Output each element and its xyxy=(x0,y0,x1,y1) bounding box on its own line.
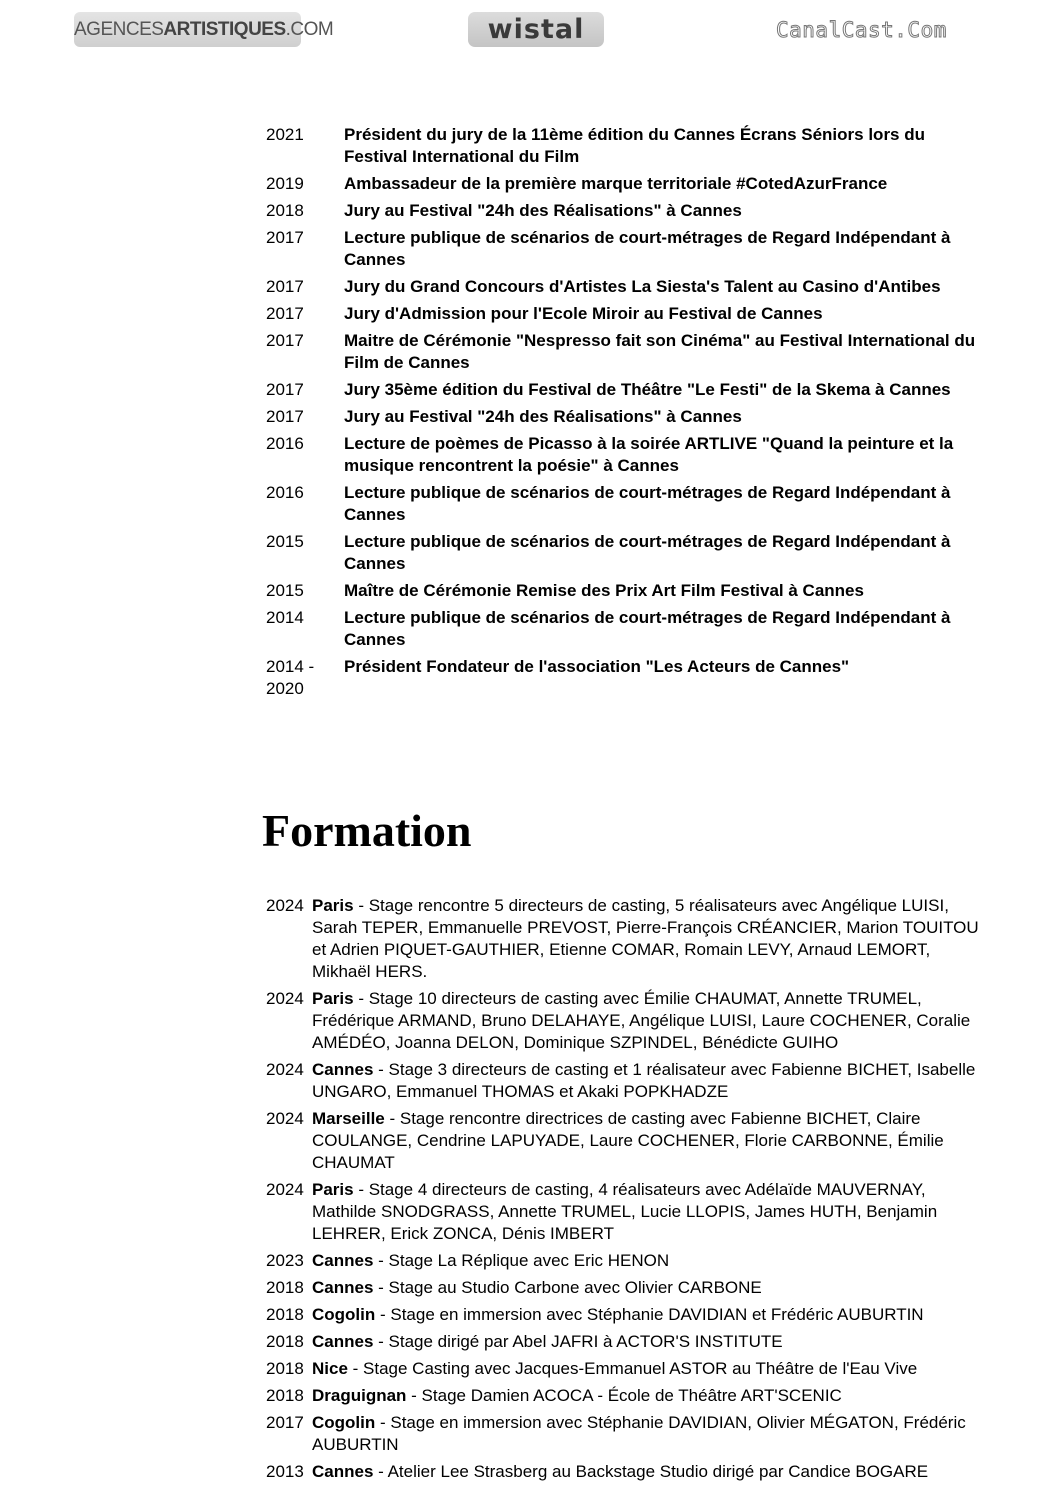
training-year: 2018 xyxy=(266,1278,304,1297)
event-row xyxy=(266,124,986,168)
training-city: Paris xyxy=(312,989,354,1008)
training-row xyxy=(266,1461,986,1483)
event-row xyxy=(266,276,986,298)
event-row xyxy=(266,580,986,602)
training-entry xyxy=(312,1277,980,1299)
event-text: Président du jury de la 11ème édition du Cannes Écrans Séniors lors du Festival International du Film xyxy=(344,125,926,166)
event-year: 2017 xyxy=(266,228,304,247)
training-year: 2017 xyxy=(266,1413,304,1432)
event-text: Jury au Festival "24h des Réalisations" à Cannes xyxy=(344,407,742,426)
event-row xyxy=(266,607,986,651)
agences-artistiques-logo[interactable] xyxy=(74,12,334,47)
training-year: 2024 xyxy=(266,1060,304,1079)
event-year: 2016 xyxy=(266,483,304,502)
training-year: 2024 xyxy=(266,1109,304,1128)
training-row xyxy=(266,1250,986,1272)
event-row xyxy=(266,330,986,374)
training-description: - Stage La Réplique avec Eric HENON xyxy=(373,1251,670,1270)
event-text: Jury 35ème édition du Festival de Théâtre "Le Festi" de la Skema à Cannes xyxy=(344,380,951,399)
training-city: Marseille xyxy=(312,1109,385,1128)
training-description: - Stage en immersion avec Stéphanie DAVIDIAN, Olivier MÉGATON, Frédéric AUBURTIN xyxy=(312,1413,966,1454)
training-row xyxy=(266,1331,986,1353)
training-entry xyxy=(312,1331,980,1353)
event-text: Lecture publique de scénarios de court-métrages de Regard Indépendant à Cannes xyxy=(344,608,951,649)
canalcast-logo[interactable]: CanalCast.Com xyxy=(776,18,947,42)
event-row xyxy=(266,227,986,271)
event-text: Président Fondateur de l'association "Les Acteurs de Cannes" xyxy=(344,657,850,676)
training-city: Paris xyxy=(312,896,354,915)
event-year: 2015 xyxy=(266,581,304,600)
event-text: Maitre de Cérémonie "Nespresso fait son Cinéma" au Festival International du Film de Cannes xyxy=(344,331,976,372)
event-text: Jury du Grand Concours d'Artistes La Siesta's Talent au Casino d'Antibes xyxy=(344,277,941,296)
training-description: - Stage dirigé par Abel JAFRI à ACTOR'S INSTITUTE xyxy=(373,1332,783,1351)
event-row xyxy=(266,173,986,195)
event-text: Jury d'Admission pour l'Ecole Miroir au Festival de Cannes xyxy=(344,304,823,323)
event-year: 2021 xyxy=(266,125,304,144)
header-logos xyxy=(0,0,1060,60)
training-row xyxy=(266,1385,986,1407)
training-description: - Stage Damien ACOCA - École de Théâtre ART'SCENIC xyxy=(406,1386,842,1405)
training-year: 2024 xyxy=(266,896,304,915)
event-text: Lecture publique de scénarios de court-métrages de Regard Indépendant à Cannes xyxy=(344,228,951,269)
training-year: 2023 xyxy=(266,1251,304,1270)
training-city: Cannes xyxy=(312,1278,374,1297)
event-year: 2014 - 2020 xyxy=(266,657,315,698)
training-row xyxy=(266,1059,986,1103)
training-row xyxy=(266,1108,986,1174)
event-year: 2016 xyxy=(266,434,304,453)
event-row xyxy=(266,482,986,526)
training-year: 2024 xyxy=(266,989,304,1008)
event-text: Ambassadeur de la première marque territoriale #CotedAzurFrance xyxy=(344,174,888,193)
event-year: 2017 xyxy=(266,304,304,323)
agences-logo-suffix: .COM xyxy=(285,19,334,40)
event-row xyxy=(266,433,986,477)
event-text: Maître de Cérémonie Remise des Prix Art Film Festival à Cannes xyxy=(344,581,864,600)
training-city: Paris xyxy=(312,1180,354,1199)
agences-logo-light: AGENCES xyxy=(74,19,164,40)
training-city: Cannes xyxy=(312,1060,374,1079)
event-row xyxy=(266,531,986,575)
training-row xyxy=(266,895,986,983)
training-entry xyxy=(312,1412,980,1456)
event-text: Lecture publique de scénarios de court-métrages de Regard Indépendant à Cannes xyxy=(344,532,951,573)
training-entry xyxy=(312,1108,980,1174)
training-description: - Stage rencontre 5 directeurs de casting, 5 réalisateurs avec Angélique LUISI, Sarah TEPER, Emmanuelle PREVOST, Pierre-François CRÉANCIER, Marion TOUITOU et Adrien PIQUET-GAUTHIER, Etienne COMAR, Romain LEVY, Arnaud LEMORT, Mikhaël HERS. xyxy=(312,896,979,981)
event-text: Jury au Festival "24h des Réalisations" à Cannes xyxy=(344,201,742,220)
training-year: 2013 xyxy=(266,1462,304,1481)
training-year: 2018 xyxy=(266,1386,304,1405)
training-city: Cannes xyxy=(312,1251,374,1270)
event-year: 2014 xyxy=(266,608,304,627)
training-year: 2024 xyxy=(266,1180,304,1199)
training-list xyxy=(266,895,986,1488)
event-row xyxy=(266,200,986,222)
training-entry xyxy=(312,1059,980,1103)
training-description: - Stage 10 directeurs de casting avec Émilie CHAUMAT, Annette TRUMEL, Frédérique ARMAND, Bruno DELAHAYE, Angélique LUISI, Laure COCHENER, Coralie AMÉDÉO, Joanna DELON, Dominique SZPINDEL, Bénédicte GUIHO xyxy=(312,989,971,1052)
training-entry xyxy=(312,1304,980,1326)
training-entry xyxy=(312,895,980,983)
training-entry xyxy=(312,1250,980,1272)
event-year: 2018 xyxy=(266,201,304,220)
training-entry xyxy=(312,1179,980,1245)
training-row xyxy=(266,988,986,1054)
event-text: Lecture de poèmes de Picasso à la soirée ARTLIVE "Quand la peinture et la musique rencontrent la poésie" à Cannes xyxy=(344,434,954,475)
training-year: 2018 xyxy=(266,1305,304,1324)
training-row xyxy=(266,1179,986,1245)
event-row xyxy=(266,656,986,700)
agences-logo-bold: ARTISTIQUES xyxy=(163,19,286,40)
training-city: Nice xyxy=(312,1359,348,1378)
training-description: - Atelier Lee Strasberg au Backstage Studio dirigé par Candice BOGARE xyxy=(373,1462,929,1481)
training-entry xyxy=(312,988,980,1054)
training-year: 2018 xyxy=(266,1359,304,1378)
training-row xyxy=(266,1277,986,1299)
training-row xyxy=(266,1304,986,1326)
training-city: Draguignan xyxy=(312,1386,407,1405)
training-entry xyxy=(312,1461,980,1483)
training-description: - Stage en immersion avec Stéphanie DAVIDIAN et Frédéric AUBURTIN xyxy=(375,1305,924,1324)
event-row xyxy=(266,303,986,325)
training-description: - Stage 3 directeurs de casting et 1 réalisateur avec Fabienne BICHET, Isabelle UNGARO, Emmanuel THOMAS et Akaki POPKHADZE xyxy=(312,1060,976,1101)
event-year: 2015 xyxy=(266,532,304,551)
training-row xyxy=(266,1412,986,1456)
training-description: - Stage au Studio Carbone avec Olivier CARBONE xyxy=(373,1278,762,1297)
training-description: - Stage Casting avec Jacques-Emmanuel ASTOR au Théâtre de l'Eau Vive xyxy=(347,1359,918,1378)
training-description: - Stage 4 directeurs de casting, 4 réalisateurs avec Adélaïde MAUVERNAY, Mathilde SNODGRASS, Annette TRUMEL, Lucie LLOPIS, James HUTH, Benjamin LEHRER, Erick ZONCA, Dénis IMBERT xyxy=(312,1180,938,1243)
event-text: Lecture publique de scénarios de court-métrages de Regard Indépendant à Cannes xyxy=(344,483,951,524)
event-row xyxy=(266,406,986,428)
training-city: Cogolin xyxy=(312,1413,376,1432)
training-city: Cogolin xyxy=(312,1305,376,1324)
training-city: Cannes xyxy=(312,1332,374,1351)
training-year: 2018 xyxy=(266,1332,304,1351)
event-year: 2019 xyxy=(266,174,304,193)
formation-heading: Formation xyxy=(262,805,472,856)
events-list xyxy=(266,124,986,705)
training-entry xyxy=(312,1385,980,1407)
event-year: 2017 xyxy=(266,277,304,296)
training-city: Cannes xyxy=(312,1462,374,1481)
training-row xyxy=(266,1358,986,1380)
event-year: 2017 xyxy=(266,380,304,399)
wistal-logo[interactable]: wistal xyxy=(468,12,604,47)
training-entry xyxy=(312,1358,980,1380)
event-year: 2017 xyxy=(266,331,304,350)
event-year: 2017 xyxy=(266,407,304,426)
event-row xyxy=(266,379,986,401)
training-description: - Stage rencontre directrices de casting avec Fabienne BICHET, Claire COULANGE, Cendrine LAPUYADE, Laure COCHENER, Florie CARBONNE, Émilie CHAUMAT xyxy=(312,1109,944,1172)
